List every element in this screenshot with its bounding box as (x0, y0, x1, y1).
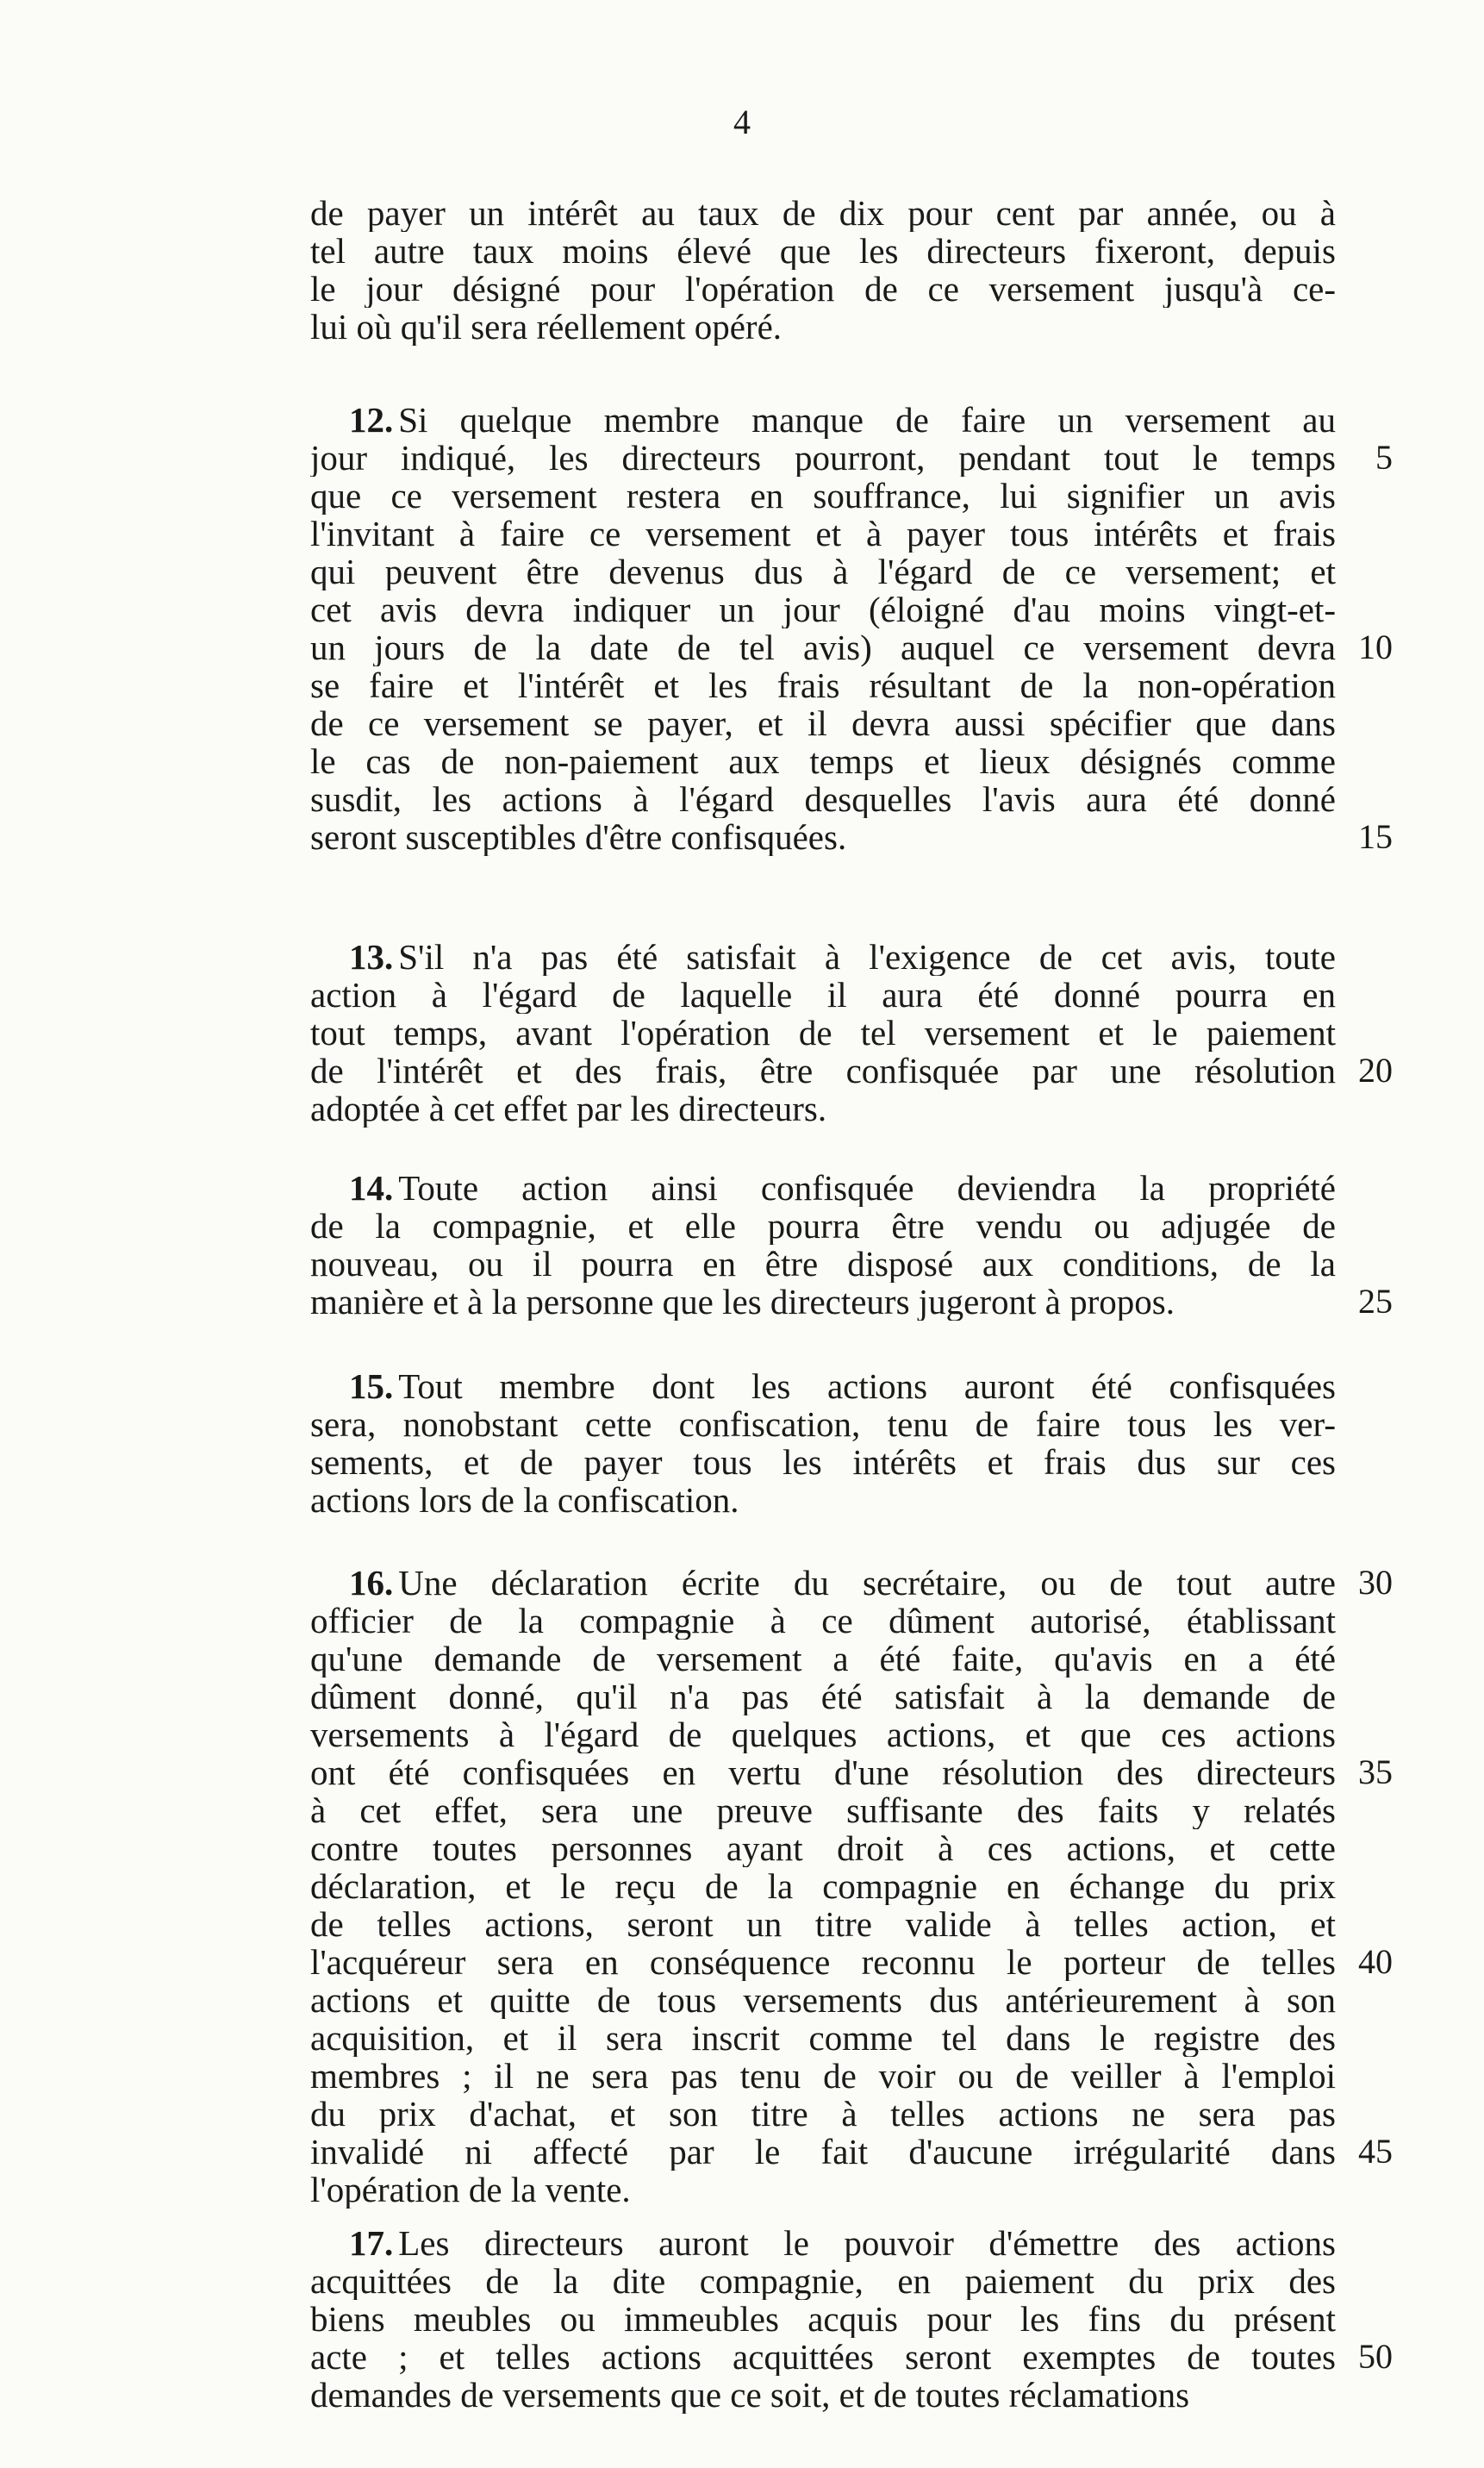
text-line (310, 704, 1336, 742)
line-text: déclaration, et le reçu de la compagnie en échange du prix (310, 1867, 1336, 1905)
line-text: membres ; il ne sera pas tenu de voir ou de veiller à l'emploi (310, 2057, 1336, 2095)
text-line (310, 2262, 1336, 2300)
line-text: tout temps, avant l'opération de tel versement et le paiement (310, 1014, 1336, 1052)
line-text: acte ; et telles actions acquittées seront exemptes de toutes (310, 2338, 1336, 2376)
margin-line-number: 5 (1375, 438, 1393, 477)
text-line (310, 1867, 1336, 1905)
text-line (310, 2300, 1336, 2338)
line-text: actions lors de la confiscation. (310, 1481, 739, 1519)
text-line (310, 2171, 1336, 2209)
margin-line-number: 40 (1358, 1942, 1393, 1981)
line-text: officier de la compagnie à ce dûment autorisé, établissant (310, 1602, 1336, 1640)
line-text: du prix d'achat, et son titre à telles actions ne sera pas (310, 2095, 1336, 2133)
text-line (310, 1640, 1336, 1678)
text-line (310, 2057, 1336, 2095)
text-line (310, 270, 1336, 308)
line-text: actions et quitte de tous versements dus antérieurement à son (310, 1981, 1336, 2019)
text-line (310, 1678, 1336, 1715)
line-text: S'il n'a pas été satisfait à l'exigence de cet avis, toute (398, 938, 1336, 976)
text-line (310, 628, 1336, 666)
section-number: 16. (349, 1564, 394, 1602)
line-text: ont été confisquées en vertu d'une résolution des directeurs (310, 1753, 1336, 1791)
text-line (310, 1014, 1336, 1052)
line-text: demandes de versements que ce soit, et de toutes réclamations (310, 2376, 1190, 2414)
line-text: le jour désigné pour l'opération de ce versement jusqu'à ce- (310, 270, 1336, 308)
text-line (310, 1283, 1336, 1321)
line-text: nouveau, ou il pourra en être disposé aux conditions, de la (310, 1245, 1336, 1283)
text-line (310, 194, 1336, 232)
text-line (310, 439, 1336, 477)
line-text: lui où qu'il sera réellement opéré. (310, 308, 783, 346)
text-line (310, 976, 1336, 1014)
margin-line-number: 30 (1358, 1563, 1393, 1602)
line-text: Si quelque membre manque de faire un versement au (398, 401, 1336, 439)
margin-line-number: 25 (1358, 1282, 1393, 1321)
line-text: de payer un intérêt au taux de dix pour cent par année, ou à (310, 194, 1336, 232)
line-text: à cet effet, sera une preuve suffisante des faits y relatés (310, 1791, 1336, 1829)
text-line (310, 1715, 1336, 1753)
text-line (310, 742, 1336, 780)
line-text: un jours de la date de tel avis) auquel ce versement devra (310, 628, 1336, 666)
line-text: invalidé ni affecté par le fait d'aucune irrégularité dans (310, 2133, 1336, 2171)
text-line (310, 2095, 1336, 2133)
line-text: de la compagnie, et elle pourra être vendu ou adjugée de (310, 1207, 1336, 1245)
line-text: l'invitant à faire ce versement et à payer tous intérêts et frais (310, 515, 1336, 553)
text-line (310, 1245, 1336, 1283)
section-number: 17. (349, 2224, 394, 2262)
line-text: adoptée à cet effet par les directeurs. (310, 1090, 827, 1128)
section-number: 12. (349, 401, 394, 439)
line-text: sera, nonobstant cette confiscation, tenu de faire tous les ver- (310, 1405, 1336, 1443)
text-line (310, 1481, 1336, 1519)
text-line (310, 2019, 1336, 2057)
line-text: de l'intérêt et des frais, être confisquée par une résolution (310, 1052, 1336, 1090)
text-line (310, 780, 1336, 818)
text-line (310, 1405, 1336, 1443)
line-text: biens meubles ou immeubles acquis pour les fins du présent (310, 2300, 1336, 2338)
section-number: 15. (349, 1367, 394, 1405)
text-line (310, 818, 1336, 856)
section-number: 14. (349, 1169, 394, 1207)
text-line (310, 1090, 1336, 1128)
text-line (310, 1052, 1336, 1090)
text-line (310, 477, 1336, 515)
margin-line-number: 20 (1358, 1051, 1393, 1090)
line-text: l'acquéreur sera en conséquence reconnu le porteur de telles (310, 1943, 1336, 1981)
text-line (310, 308, 1336, 346)
text-line (310, 1829, 1336, 1867)
text-line (310, 553, 1336, 590)
text-line (310, 2133, 1336, 2171)
line-text: versements à l'égard de quelques actions, et que ces actions (310, 1715, 1336, 1753)
text-line (310, 1905, 1336, 1943)
text-line (310, 1943, 1336, 1981)
line-text: Toute action ainsi confisquée deviendra la propriété (398, 1169, 1336, 1207)
line-text: le cas de non-paiement aux temps et lieux désignés comme (310, 742, 1336, 780)
margin-line-number: 45 (1358, 2132, 1393, 2171)
line-text: que ce versement restera en souffrance, lui signifier un avis (310, 477, 1336, 515)
page-number: 4 (733, 103, 751, 141)
text-line (310, 515, 1336, 553)
line-text: seront susceptibles d'être confisquées. (310, 818, 847, 856)
line-text: contre toutes personnes ayant droit à ces actions, et cette (310, 1829, 1336, 1867)
margin-line-number: 10 (1358, 628, 1393, 666)
line-text: acquisition, et il sera inscrit comme tel dans le registre des (310, 2019, 1336, 2057)
line-text: manière et à la personne que les directeurs jugeront à propos. (310, 1283, 1175, 1321)
text-line (310, 401, 1336, 439)
line-text: de telles actions, seront un titre valide à telles action, et (310, 1905, 1336, 1943)
text-line (310, 1564, 1336, 1602)
text-line (310, 2338, 1336, 2376)
margin-line-number: 15 (1358, 817, 1393, 856)
line-text: jour indiqué, les directeurs pourront, pendant tout le temps (310, 439, 1336, 477)
line-text: Les directeurs auront le pouvoir d'émettre des actions (398, 2224, 1336, 2262)
text-line (310, 1367, 1336, 1405)
section-number: 13. (349, 938, 394, 976)
line-text: de ce versement se payer, et il devra aussi spécifier que dans (310, 704, 1336, 742)
text-line (310, 232, 1336, 270)
text-line (310, 938, 1336, 976)
line-text: tel autre taux moins élevé que les directeurs fixeront, depuis (310, 232, 1336, 270)
text-line (310, 2376, 1336, 2414)
line-text: l'opération de la vente. (310, 2171, 631, 2209)
line-text: Une déclaration écrite du secrétaire, ou de tout autre (398, 1564, 1336, 1602)
line-text: qu'une demande de versement a été faite, qu'avis en a été (310, 1640, 1336, 1678)
line-text: cet avis devra indiquer un jour (éloigné d'au moins vingt-et- (310, 590, 1336, 628)
text-line (310, 1791, 1336, 1829)
text-line (310, 1169, 1336, 1207)
line-text: Tout membre dont les actions auront été confisquées (398, 1367, 1336, 1405)
line-text: se faire et l'intérêt et les frais résultant de la non-opération (310, 666, 1336, 704)
text-line (310, 1207, 1336, 1245)
text-line (310, 1753, 1336, 1791)
line-text: action à l'égard de laquelle il aura été donné pourra en (310, 976, 1336, 1014)
line-text: acquittées de la dite compagnie, en paiement du prix des (310, 2262, 1336, 2300)
text-line (310, 1981, 1336, 2019)
line-text: dûment donné, qu'il n'a pas été satisfait à la demande de (310, 1678, 1336, 1715)
text-line (310, 2224, 1336, 2262)
text-line (310, 666, 1336, 704)
text-line (310, 590, 1336, 628)
text-line (310, 1602, 1336, 1640)
text-line (310, 1443, 1336, 1481)
line-text: sements, et de payer tous les intérêts et frais dus sur ces (310, 1443, 1336, 1481)
margin-line-number: 35 (1358, 1753, 1393, 1791)
line-text: susdit, les actions à l'égard desquelles l'avis aura été donné (310, 780, 1336, 818)
line-text: qui peuvent être devenus dus à l'égard de ce versement; et (310, 553, 1336, 590)
margin-line-number: 50 (1358, 2337, 1393, 2376)
